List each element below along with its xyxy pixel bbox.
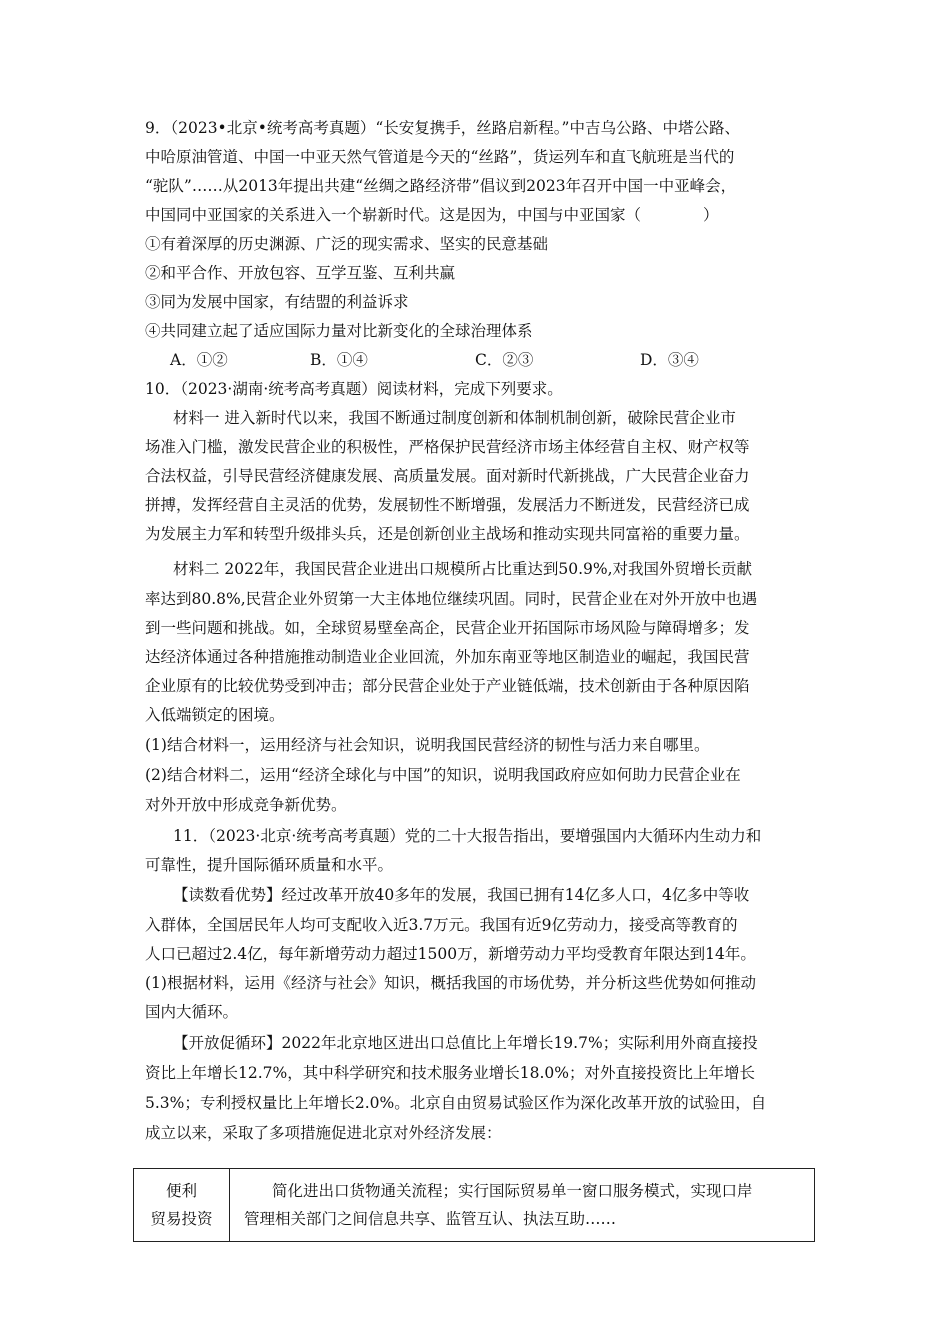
q10-material1-line-1: 材料一 进入新时代以来，我国不断通过制度创新和体制机制创新，破除民营企业市 (173, 409, 736, 427)
q10-material2-line-5: 企业原有的比较优势受到冲击；部分民营企业处于产业链低端，技术创新由于各种原因陷 (145, 677, 750, 695)
q10-material1-line-2: 场准入门槛，激发民营企业的积极性，严格保护民营经济市场主体经营自主权、财产权等 (145, 438, 750, 456)
q11-subquestion-1-line-1: (1)根据材料，运用《经济与社会》知识，概括我国的市场优势，并分析这些优势如何推动 (145, 974, 756, 992)
q11-open-line-4: 成立以来，采取了多项措施促进北京对外经济发展： (145, 1124, 502, 1142)
q10-material2-line-3: 到一些问题和挑战。如，全球贸易壁垒高企，民营企业开拓国际市场风险与障碍增多；发 (145, 619, 750, 637)
q11-subquestion-1-line-2: 国内大循环。 (145, 1003, 239, 1021)
q11-data-line-2: 入群体，全国居民年人均可支配收入近3.7万元。我国有近9亿劳动力，接受高等教育的 (145, 916, 738, 934)
q9-statement-4: ④共同建立起了适应国际力量对比新变化的全球治理体系 (145, 322, 533, 340)
q10-subquestion-1: (1)结合材料一，运用经济与社会知识，说明我国民营经济的韧性与活力来自哪里。 (145, 736, 710, 754)
q10-title: 10．（2023·湖南·统考高考真题）阅读材料，完成下列要求。 (145, 380, 563, 398)
measures-table (133, 1168, 815, 1242)
q9-statement-1: ①有着深厚的历史渊源、广泛的现实需求、坚实的民意基础 (145, 235, 549, 253)
q11-data-line-1: 【读数看优势】经过改革开放40多年的发展，我国已拥有14亿多人口，4亿多中等收 (173, 886, 750, 904)
q9-statement-3: ③同为发展中国家，有结盟的利益诉求 (145, 293, 409, 311)
table-label-line-2: 贸易投资 (150, 1210, 213, 1228)
table-content-line-1: 简化进出口货物通关流程；实行国际贸易单一窗口服务模式，实现口岸 (272, 1182, 753, 1200)
q11-title-line-1: 11．（2023·北京·统考高考真题）党的二十大报告指出，要增强国内大循环内生动力和 (173, 827, 762, 845)
table-label-line-1: 便利 (165, 1182, 197, 1200)
q10-subquestion-2-line-2: 对外开放中形成竞争新优势。 (145, 796, 347, 814)
q11-title-line-2: 可靠性，提升国际循环质量和水平。 (145, 856, 394, 874)
q10-material2-line-4: 达经济体通过各种措施推动制造业企业回流，外加东南亚等地区制造业的崛起，我国民营 (145, 648, 750, 666)
table-content-cell (230, 1169, 815, 1242)
q9-stem-line-3: “驼队”……从2013年提出共建“丝绸之路经济带”倡议到2023年召开中国一中亚峰会， (145, 177, 737, 195)
q11-open-line-2: 资比上年增长12.7%，其中科学研究和技术服务业增长18.0%；对外直接投资比上年增长 (145, 1064, 755, 1082)
q10-subquestion-2-line-1: (2)结合材料二，运用“经济全球化与中国”的知识，说明我国政府应如何助力民营企业在 (145, 766, 741, 784)
q10-material1-line-3: 合法权益，引导民营经济健康发展、高质量发展。面对新时代新挑战，广大民营企业奋力 (145, 467, 750, 485)
q9-option-a[interactable]: A．①② (170, 351, 228, 369)
q9-option-c[interactable]: C．②③ (475, 351, 534, 369)
table-row (134, 1169, 815, 1242)
table-content-line-2: 管理相关部门之间信息共享、监管互认、执法互助…… (244, 1210, 617, 1228)
table-label-cell (134, 1169, 230, 1242)
q11-open-line-1: 【开放促循环】2022年北京地区进出口总值比上年增长19.7%；实际利用外商直接投 (173, 1034, 758, 1052)
q9-stem-line-1: 9．（2023•北京•统考高考真题）“长安复携手，丝路启新程。”中吉乌公路、中塔公路、 (145, 119, 740, 137)
q10-material2-line-2: 率达到80.8%,民营企业外贸第一大主体地位继续巩固。同时，民营企业在对外开放中也遇 (145, 590, 758, 608)
q10-material1-line-4: 拼搏，发挥经营自主灵活的优势，发展韧性不断增强，发展活力不断迸发，民营经济已成 (145, 496, 750, 514)
q9-option-b[interactable]: B．①④ (310, 351, 368, 369)
q9-option-d[interactable]: D．③④ (640, 351, 699, 369)
q10-material2-line-1: 材料二 2022年，我国民营企业进出口规模所占比重达到50.9%,对我国外贸增长贡献 (173, 560, 753, 578)
q10-material2-line-6: 入低端锁定的困境。 (145, 706, 285, 724)
q9-stem-line-4: 中国同中亚国家的关系进入一个崭新时代。这是因为，中国与中亚国家（ ） (145, 206, 719, 224)
q11-data-line-3: 人口已超过2.4亿，每年新增劳动力超过1500万，新增劳动力平均受教育年限达到14年。 (145, 945, 756, 963)
q9-stem-line-2: 中哈原油管道、中国一中亚天然气管道是今天的“丝路”，货运列车和直飞航班是当代的 (145, 148, 735, 166)
q10-material1-line-5: 为发展主力军和转型升级排头兵，还是创新创业主战场和推动实现共同富裕的重要力量。 (145, 525, 750, 543)
q9-options (170, 350, 810, 370)
q11-open-line-3: 5.3%；专利授权量比上年增长2.0%。北京自由贸易试验区作为深化改革开放的试验田，自 (145, 1094, 767, 1112)
q9-statement-2: ②和平合作、开放包容、互学互鉴、互利共赢 (145, 264, 456, 282)
